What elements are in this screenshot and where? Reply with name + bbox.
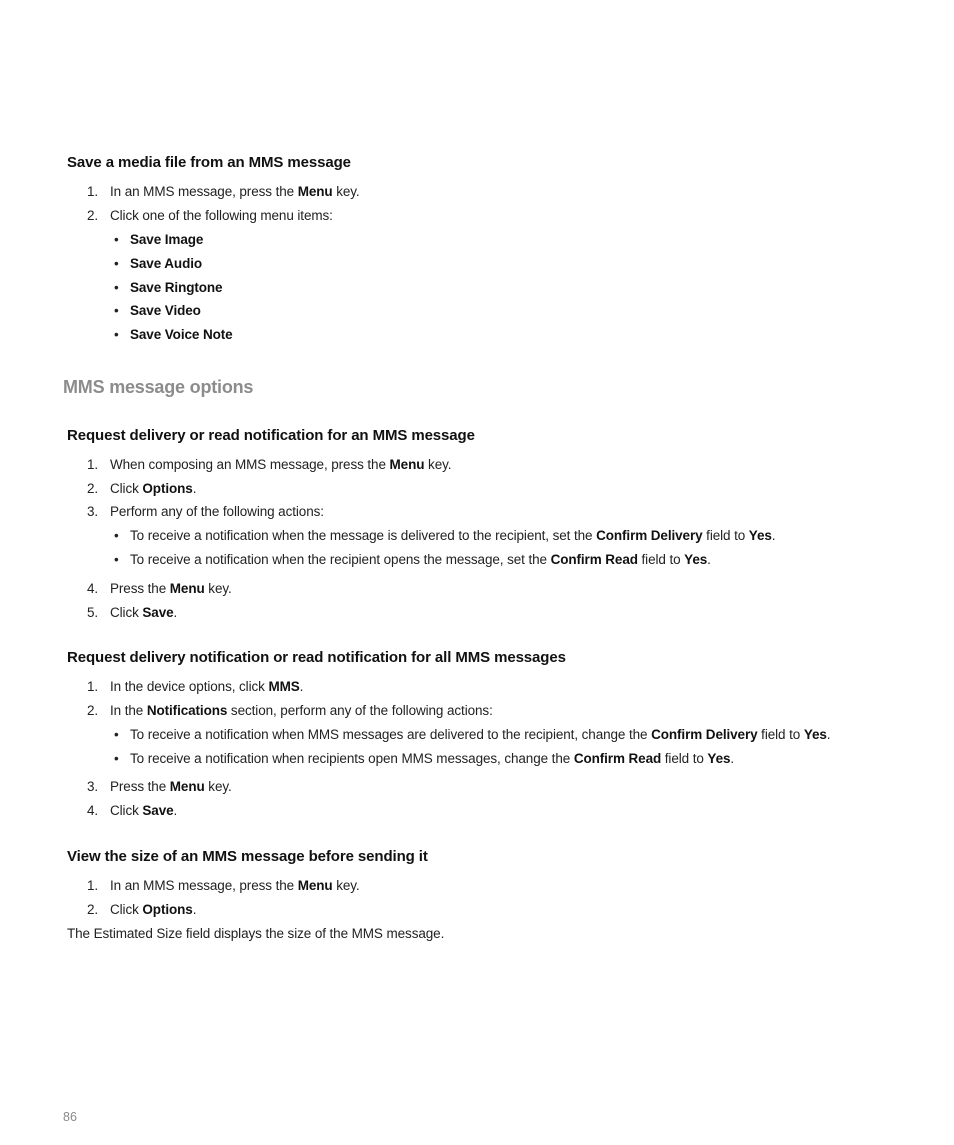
step-5 <box>87 604 178 622</box>
step-number: 1. <box>87 679 99 694</box>
bullet-icon: • <box>114 751 119 766</box>
step-number: 2. <box>87 208 99 223</box>
bullet-icon: • <box>114 256 119 271</box>
step-2 <box>87 702 493 720</box>
result-text: The Estimated Size field displays the size of the MMS message. <box>67 926 445 941</box>
step-text: Press the Menu key. <box>110 581 232 596</box>
document-page: Save a media file from an MMS message 1. In an MMS message, press the Menu key. 2. Click one of the following menu items: • Save Image • Save Audio • Save Ringtone • Save Video • Save Voice Note MMS message options Request delivery or read notification for an MMS message 1. When composing an MMS message, press the Menu key. 2. Click Options. 3. Perform any of the following actions: • To receive a notification when the message is delivered to the recipient, set the Confirm Delivery field to Yes. • To receive a notification when the recipient opens the message, set the Confirm Read field to Yes. 4. Press the Menu key. 5. Click Save. Request delivery notification or read notification for all MMS messages 1. In the device options, click MMS. 2. In the Notifications section, perform any of the following actions: • To receive a notification when MMS messages are delivered to the recipient, change the Confirm Delivery field to Yes. • To receive a notification when recipients open MMS messages, change the Confirm Read field to Yes. 3. Press the Menu key. 4. Click Save. View the size of an MMS message before sending it 1. In an MMS message, press the Menu key. 2. Click Options. The Estimated Size field displays the size of the MMS message. 86 <box>63 154 831 1124</box>
step-4 <box>87 802 178 820</box>
step-4 <box>87 580 232 598</box>
chapter-heading-mms-options: MMS message options <box>63 377 254 397</box>
step-1 <box>87 678 304 696</box>
section-heading-request-all-notifications: Request delivery notification or read notification for all MMS messages <box>67 649 566 666</box>
step-text: Click Save. <box>110 605 178 620</box>
section-heading-save-media: Save a media file from an MMS message <box>67 154 351 171</box>
step-number: 2. <box>87 703 99 718</box>
step-2 <box>87 207 333 225</box>
step-text: In the Notifications section, perform any of the following actions: <box>110 703 493 718</box>
step-text: In an MMS message, press the Menu key. <box>110 878 360 893</box>
page-number: 86 <box>63 1110 77 1124</box>
step-text: When composing an MMS message, press the Menu key. <box>110 457 452 472</box>
step-number: 1. <box>87 184 99 199</box>
step-number: 2. <box>87 481 99 496</box>
step-number: 4. <box>87 581 99 596</box>
step-1 <box>87 183 360 201</box>
bullet-icon: • <box>114 232 119 247</box>
step-text: Click Save. <box>110 803 178 818</box>
step-1 <box>87 877 360 895</box>
step-text: Click one of the following menu items: <box>110 208 333 223</box>
bullet-icon: • <box>114 280 119 295</box>
bullet-icon: • <box>114 528 119 543</box>
step-text: Perform any of the following actions: <box>110 504 324 519</box>
step-3 <box>87 778 232 796</box>
step-2 <box>87 480 197 498</box>
step-text: Press the Menu key. <box>110 779 232 794</box>
section-heading-request-notification: Request delivery or read notification for an MMS message <box>67 427 475 444</box>
step-number: 1. <box>87 457 99 472</box>
step-3 <box>87 503 324 521</box>
section-heading-view-size: View the size of an MMS message before sending it <box>67 848 428 865</box>
step-text: Click Options. <box>110 481 197 496</box>
step-number: 3. <box>87 779 99 794</box>
bullet-icon: • <box>114 552 119 567</box>
step-text: In an MMS message, press the Menu key. <box>110 184 360 199</box>
step-1 <box>87 456 452 474</box>
step-text: Click Options. <box>110 902 197 917</box>
step-number: 4. <box>87 803 99 818</box>
step-text: In the device options, click MMS. <box>110 679 304 694</box>
bullet-icon: • <box>114 303 119 318</box>
step-number: 1. <box>87 878 99 893</box>
bullet-icon: • <box>114 327 119 342</box>
step-number: 2. <box>87 902 99 917</box>
step-number: 3. <box>87 504 99 519</box>
bullet-icon: • <box>114 727 119 742</box>
step-number: 5. <box>87 605 99 620</box>
step-2 <box>87 901 197 919</box>
